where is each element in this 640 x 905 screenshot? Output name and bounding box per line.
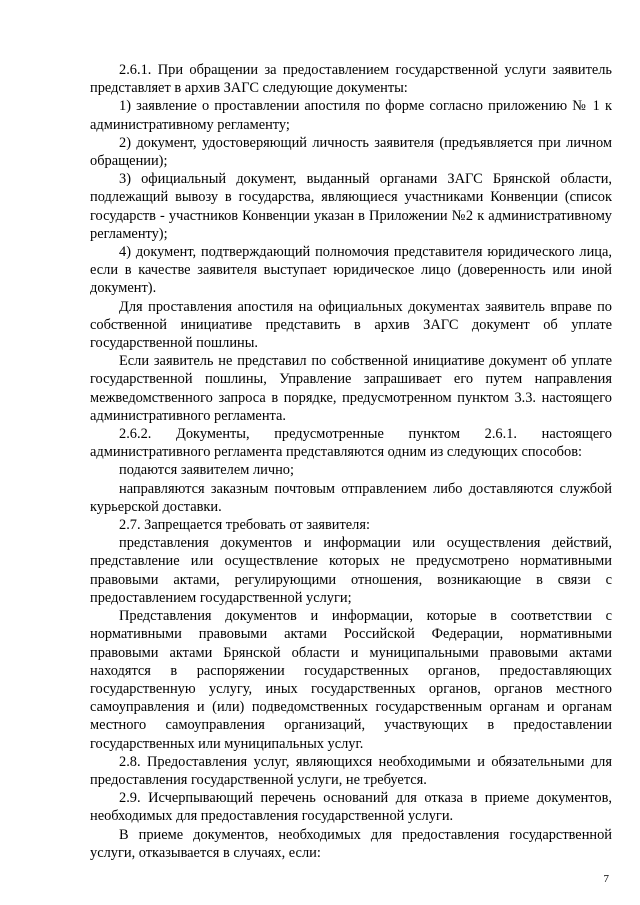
paragraph-interagency-request: Если заявитель не представил по собственной инициативе документ об уплате государственной пошлины, Управление запрашивает его путем направления межведомственного запроса в порядке, предусмотренном пунктом 3.3. настоящего административного регламента.: [90, 353, 612, 424]
page-number: 7: [603, 873, 609, 885]
paragraph-2-7-actions: представления документов и информации или осуществления действий, представление или осуществление которых не предусмотрено нормативными правовыми актами, регулирующими отношения, возникающие в связи с предоставлением государственной услуги;: [90, 535, 612, 606]
paragraph-submission-by-mail: направляются заказным почтовым отправлением либо доставляются службой курьерской доставки.: [90, 480, 612, 515]
paragraph-2-6-1: 2.6.1. При обращении за предоставлением государственной услуги заявитель представляет в архив ЗАГС следующие документы:: [90, 62, 612, 97]
paragraph-2-8: 2.8. Предоставления услуг, являющихся необходимыми и обязательными для предоставления государственной услуги, не требуется.: [90, 753, 612, 788]
paragraph-2-7-documents: Представления документов и информации, которые в соответствии с нормативными правовыми актами Российской Федерации, нормативными правовыми актами Брянской области и муниципальными правовыми актами находятся в распоряжении государственных органов, предоставляющих государственную услугу, иных государственных органов, органов местного самоуправления и (или) подведомственных государственным органам и органам местного самоуправления организаций, участвующих в предоставлении государственных или муниципальных услуг.: [90, 608, 612, 752]
paragraph-submission-in-person: подаются заявителем лично;: [119, 462, 294, 479]
paragraph-item-2: 2) документ, удостоверяющий личность заявителя (предъявляется при личном обращении);: [90, 134, 612, 170]
paragraph-2-7: 2.7. Запрещается требовать от заявителя:: [119, 517, 370, 534]
paragraph-item-1: 1) заявление о проставлении апостиля по форме согласно приложению № 1 к административному регламенту;: [90, 98, 612, 133]
paragraph-2-6-2: 2.6.2. Документы, предусмотренные пунктом 2.6.1. настоящего административного регламента представляются одним из следующих способов:: [90, 426, 612, 461]
paragraph-item-4: 4) документ, подтверждающий полномочия представителя юридического лица, если в качестве заявителя выступает юридическое лицо (доверенность или иной документ).: [90, 244, 612, 297]
paragraph-refusal-cases: В приеме документов, необходимых для предоставления государственной услуги, отказывается в случаях, если:: [90, 826, 612, 861]
paragraph-2-9: 2.9. Исчерпывающий перечень оснований для отказа в приеме документов, необходимых для предоставления государственной услуги.: [90, 790, 612, 825]
paragraph-apostille-fee: Для проставления апостиля на официальных документах заявитель вправе по собственной инициативе представить в архив ЗАГС документ об уплате государственной пошлины.: [90, 298, 612, 352]
paragraph-item-3: 3) официальный документ, выданный органами ЗАГС Брянской области, подлежащий вывозу в государства, являющиеся участниками Конвенции (список государств - участников Конвенции указан в Приложении №2 к административному регламенту);: [90, 171, 612, 242]
document-page: [90, 61, 612, 862]
